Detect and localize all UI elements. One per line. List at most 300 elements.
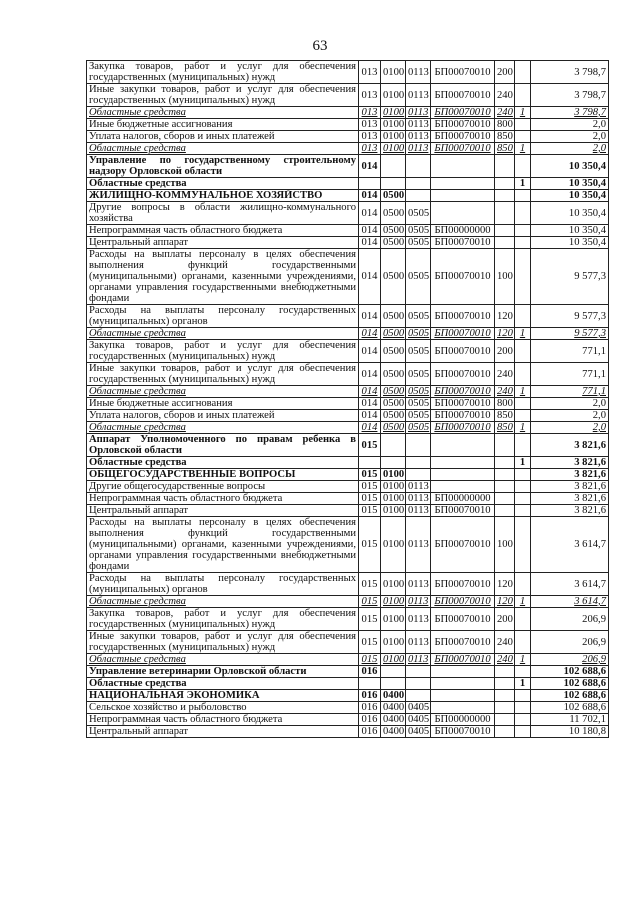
- row-name-cell: Областные средства: [87, 654, 359, 666]
- expense-type-cell: [495, 493, 515, 505]
- target-article-cell: [431, 481, 495, 493]
- ministry-code-cell: 014: [359, 190, 381, 202]
- amount-cell: 3 821,6: [531, 493, 609, 505]
- funding-source-cell: [515, 225, 531, 237]
- table-row: [87, 505, 609, 517]
- subsection-code-cell: 0113: [406, 107, 431, 119]
- expense-type-cell: 200: [495, 608, 515, 631]
- target-article-cell: БП00070010: [431, 131, 495, 143]
- subsection-code-cell: 0113: [406, 131, 431, 143]
- subsection-code-cell: [406, 155, 431, 178]
- ministry-code-cell: 015: [359, 596, 381, 608]
- ministry-code-cell: 014: [359, 398, 381, 410]
- section-code-cell: 0500: [381, 202, 406, 225]
- ministry-code-cell: 016: [359, 702, 381, 714]
- section-code-cell: 0100: [381, 493, 406, 505]
- funding-source-cell: [515, 434, 531, 457]
- subsection-code-cell: 0113: [406, 493, 431, 505]
- row-name-cell: Расходы на выплаты персоналу государственных (муниципальных) органов: [87, 305, 359, 328]
- row-name-cell: Уплата налогов, сборов и иных платежей: [87, 131, 359, 143]
- row-name-cell: Непрограммная часть областного бюджета: [87, 225, 359, 237]
- table-row: [87, 119, 609, 131]
- section-code-cell: 0100: [381, 481, 406, 493]
- row-name-cell: Управление ветеринарии Орловской области: [87, 666, 359, 678]
- ministry-code-cell: 013: [359, 84, 381, 107]
- expense-type-cell: 850: [495, 422, 515, 434]
- amount-cell: 9 577,3: [531, 328, 609, 340]
- section-code-cell: 0500: [381, 386, 406, 398]
- ministry-code-cell: 014: [359, 249, 381, 305]
- amount-cell: 2,0: [531, 422, 609, 434]
- amount-cell: 10 350,4: [531, 202, 609, 225]
- subsection-code-cell: 0113: [406, 61, 431, 84]
- subsection-code-cell: [406, 469, 431, 481]
- section-code-cell: [381, 434, 406, 457]
- funding-source-cell: [515, 363, 531, 386]
- section-code-cell: 0500: [381, 305, 406, 328]
- table-row: [87, 61, 609, 84]
- amount-cell: 3 798,7: [531, 107, 609, 119]
- section-code-cell: [381, 155, 406, 178]
- table-row: [87, 666, 609, 678]
- row-name-cell: Областные средства: [87, 678, 359, 690]
- expense-type-cell: [495, 434, 515, 457]
- target-article-cell: [431, 690, 495, 702]
- funding-source-cell: [515, 631, 531, 654]
- funding-source-cell: 1: [515, 386, 531, 398]
- target-article-cell: БП00070010: [431, 61, 495, 84]
- section-code-cell: 0500: [381, 410, 406, 422]
- section-code-cell: 0100: [381, 517, 406, 573]
- subsection-code-cell: [406, 178, 431, 190]
- subsection-code-cell: 0505: [406, 328, 431, 340]
- amount-cell: 771,1: [531, 363, 609, 386]
- target-article-cell: БП00070010: [431, 654, 495, 666]
- ministry-code-cell: 014: [359, 340, 381, 363]
- funding-source-cell: [515, 714, 531, 726]
- section-code-cell: 0100: [381, 469, 406, 481]
- ministry-code-cell: 015: [359, 505, 381, 517]
- amount-cell: 9 577,3: [531, 305, 609, 328]
- expense-type-cell: 800: [495, 398, 515, 410]
- subsection-code-cell: 0113: [406, 119, 431, 131]
- table-row: [87, 422, 609, 434]
- table-row: [87, 131, 609, 143]
- row-name-cell: Центральный аппарат: [87, 505, 359, 517]
- section-code-cell: 0100: [381, 84, 406, 107]
- subsection-code-cell: 0505: [406, 363, 431, 386]
- amount-cell: 3 614,7: [531, 517, 609, 573]
- subsection-code-cell: 0505: [406, 410, 431, 422]
- funding-source-cell: 1: [515, 143, 531, 155]
- subsection-code-cell: 0113: [406, 143, 431, 155]
- subsection-code-cell: 0505: [406, 225, 431, 237]
- amount-cell: 102 688,6: [531, 702, 609, 714]
- table-row: [87, 702, 609, 714]
- row-name-cell: Сельское хозяйство и рыболовство: [87, 702, 359, 714]
- subsection-code-cell: 0113: [406, 84, 431, 107]
- row-name-cell: Областные средства: [87, 457, 359, 469]
- table-row: [87, 249, 609, 305]
- section-code-cell: 0500: [381, 398, 406, 410]
- expense-type-cell: 100: [495, 517, 515, 573]
- amount-cell: 10 350,4: [531, 155, 609, 178]
- table-row: [87, 237, 609, 249]
- expense-type-cell: [495, 678, 515, 690]
- table-row: [87, 481, 609, 493]
- table-row: [87, 714, 609, 726]
- amount-cell: 771,1: [531, 340, 609, 363]
- expense-type-cell: 800: [495, 119, 515, 131]
- table-row: [87, 654, 609, 666]
- table-row: [87, 155, 609, 178]
- funding-source-cell: [515, 517, 531, 573]
- funding-source-cell: [515, 398, 531, 410]
- ministry-code-cell: 016: [359, 726, 381, 738]
- funding-source-cell: [515, 505, 531, 517]
- funding-source-cell: 1: [515, 328, 531, 340]
- section-code-cell: 0100: [381, 131, 406, 143]
- row-name-cell: Другие общегосударственные вопросы: [87, 481, 359, 493]
- subsection-code-cell: 0113: [406, 517, 431, 573]
- subsection-code-cell: 0405: [406, 726, 431, 738]
- row-name-cell: Расходы на выплаты персоналу государственных (муниципальных) органов: [87, 573, 359, 596]
- section-code-cell: 0400: [381, 714, 406, 726]
- target-article-cell: [431, 457, 495, 469]
- expense-type-cell: 850: [495, 143, 515, 155]
- amount-cell: 11 702,1: [531, 714, 609, 726]
- expense-type-cell: [495, 505, 515, 517]
- ministry-code-cell: [359, 178, 381, 190]
- funding-source-cell: [515, 481, 531, 493]
- target-article-cell: БП00070010: [431, 107, 495, 119]
- amount-cell: 206,9: [531, 631, 609, 654]
- ministry-code-cell: 014: [359, 410, 381, 422]
- expense-type-cell: 240: [495, 654, 515, 666]
- amount-cell: 10 350,4: [531, 237, 609, 249]
- row-name-cell: Областные средства: [87, 143, 359, 155]
- subsection-code-cell: [406, 666, 431, 678]
- funding-source-cell: [515, 119, 531, 131]
- row-name-cell: Иные закупки товаров, работ и услуг для обеспечения государственных (муниципальных) нужд: [87, 363, 359, 386]
- ministry-code-cell: 015: [359, 631, 381, 654]
- row-name-cell: НАЦИОНАЛЬНАЯ ЭКОНОМИКА: [87, 690, 359, 702]
- funding-source-cell: [515, 190, 531, 202]
- amount-cell: 3 798,7: [531, 84, 609, 107]
- subsection-code-cell: 0505: [406, 237, 431, 249]
- target-article-cell: БП00070010: [431, 340, 495, 363]
- target-article-cell: БП00000000: [431, 493, 495, 505]
- row-name-cell: Областные средства: [87, 178, 359, 190]
- table-row: [87, 608, 609, 631]
- table-row: [87, 690, 609, 702]
- section-code-cell: 0500: [381, 190, 406, 202]
- expense-type-cell: [495, 457, 515, 469]
- ministry-code-cell: 014: [359, 386, 381, 398]
- funding-source-cell: [515, 340, 531, 363]
- amount-cell: 3 821,6: [531, 434, 609, 457]
- section-code-cell: 0500: [381, 225, 406, 237]
- row-name-cell: Иные закупки товаров, работ и услуг для обеспечения государственных (муниципальных) нужд: [87, 84, 359, 107]
- section-code-cell: 0100: [381, 61, 406, 84]
- row-name-cell: Иные бюджетные ассигнования: [87, 119, 359, 131]
- amount-cell: 206,9: [531, 608, 609, 631]
- ministry-code-cell: 014: [359, 225, 381, 237]
- target-article-cell: БП00070010: [431, 237, 495, 249]
- expense-type-cell: 100: [495, 249, 515, 305]
- target-article-cell: БП00000000: [431, 714, 495, 726]
- section-code-cell: 0100: [381, 654, 406, 666]
- target-article-cell: [431, 702, 495, 714]
- row-name-cell: Расходы на выплаты персоналу в целях обеспечения выполнения функций государственными (муниципальными) органами, казенными учреждениями, органами управления государственными внебюджетными фондами: [87, 249, 359, 305]
- table-row: [87, 225, 609, 237]
- amount-cell: 10 180,8: [531, 726, 609, 738]
- page-number: 63: [312, 38, 328, 54]
- table-row: [87, 386, 609, 398]
- subsection-code-cell: 0113: [406, 654, 431, 666]
- row-name-cell: Расходы на выплаты персоналу в целях обеспечения выполнения функций государственными (муниципальными) органами, казенными учреждениями, органами управления государственными внебюджетными фондами: [87, 517, 359, 573]
- funding-source-cell: 1: [515, 596, 531, 608]
- row-name-cell: Закупка товаров, работ и услуг для обеспечения государственных (муниципальных) нужд: [87, 340, 359, 363]
- table-row: [87, 84, 609, 107]
- subsection-code-cell: 0505: [406, 202, 431, 225]
- section-code-cell: 0100: [381, 107, 406, 119]
- ministry-code-cell: 014: [359, 363, 381, 386]
- row-name-cell: Уплата налогов, сборов и иных платежей: [87, 410, 359, 422]
- funding-source-cell: [515, 690, 531, 702]
- section-code-cell: 0100: [381, 573, 406, 596]
- amount-cell: 2,0: [531, 131, 609, 143]
- row-name-cell: Центральный аппарат: [87, 726, 359, 738]
- target-article-cell: [431, 469, 495, 481]
- budget-table-body: [87, 61, 609, 738]
- subsection-code-cell: 0505: [406, 249, 431, 305]
- amount-cell: 2,0: [531, 143, 609, 155]
- amount-cell: 102 688,6: [531, 678, 609, 690]
- target-article-cell: [431, 666, 495, 678]
- target-article-cell: БП00070010: [431, 608, 495, 631]
- amount-cell: 206,9: [531, 654, 609, 666]
- amount-cell: 3 821,6: [531, 505, 609, 517]
- subsection-code-cell: [406, 190, 431, 202]
- table-row: [87, 678, 609, 690]
- ministry-code-cell: 015: [359, 654, 381, 666]
- subsection-code-cell: [406, 457, 431, 469]
- ministry-code-cell: 014: [359, 305, 381, 328]
- funding-source-cell: 1: [515, 678, 531, 690]
- funding-source-cell: [515, 702, 531, 714]
- expense-type-cell: [495, 714, 515, 726]
- section-code-cell: 0100: [381, 596, 406, 608]
- amount-cell: 10 350,4: [531, 178, 609, 190]
- funding-source-cell: [515, 608, 531, 631]
- funding-source-cell: 1: [515, 654, 531, 666]
- row-name-cell: Иные закупки товаров, работ и услуг для обеспечения государственных (муниципальных) нужд: [87, 631, 359, 654]
- subsection-code-cell: [406, 678, 431, 690]
- subsection-code-cell: 0113: [406, 608, 431, 631]
- funding-source-cell: [515, 666, 531, 678]
- section-code-cell: 0400: [381, 690, 406, 702]
- target-article-cell: БП00070010: [431, 631, 495, 654]
- row-name-cell: ОБЩЕГОСУДАРСТВЕННЫЕ ВОПРОСЫ: [87, 469, 359, 481]
- ministry-code-cell: 013: [359, 143, 381, 155]
- section-code-cell: 0100: [381, 119, 406, 131]
- section-code-cell: 0100: [381, 608, 406, 631]
- expense-type-cell: [495, 666, 515, 678]
- amount-cell: 10 350,4: [531, 190, 609, 202]
- row-name-cell: ЖИЛИЩНО-КОММУНАЛЬНОЕ ХОЗЯЙСТВО: [87, 190, 359, 202]
- expense-type-cell: 120: [495, 596, 515, 608]
- ministry-code-cell: 015: [359, 573, 381, 596]
- row-name-cell: Областные средства: [87, 386, 359, 398]
- expense-type-cell: [495, 155, 515, 178]
- ministry-code-cell: 013: [359, 61, 381, 84]
- funding-source-cell: 1: [515, 457, 531, 469]
- subsection-code-cell: 0113: [406, 505, 431, 517]
- expense-type-cell: [495, 237, 515, 249]
- table-row: [87, 178, 609, 190]
- table-row: [87, 363, 609, 386]
- row-name-cell: Аппарат Уполномоченного по правам ребенка в Орловской области: [87, 434, 359, 457]
- expense-type-cell: [495, 702, 515, 714]
- subsection-code-cell: 0113: [406, 631, 431, 654]
- row-name-cell: Иные бюджетные ассигнования: [87, 398, 359, 410]
- ministry-code-cell: 015: [359, 608, 381, 631]
- expense-type-cell: 240: [495, 107, 515, 119]
- funding-source-cell: [515, 249, 531, 305]
- amount-cell: 10 350,4: [531, 225, 609, 237]
- row-name-cell: Областные средства: [87, 328, 359, 340]
- table-row: [87, 493, 609, 505]
- row-name-cell: Центральный аппарат: [87, 237, 359, 249]
- subsection-code-cell: 0505: [406, 422, 431, 434]
- funding-source-cell: [515, 61, 531, 84]
- amount-cell: 102 688,6: [531, 666, 609, 678]
- funding-source-cell: [515, 573, 531, 596]
- target-article-cell: БП00070010: [431, 143, 495, 155]
- expense-type-cell: 240: [495, 363, 515, 386]
- section-code-cell: [381, 666, 406, 678]
- section-code-cell: 0500: [381, 249, 406, 305]
- expense-type-cell: [495, 690, 515, 702]
- target-article-cell: БП00070010: [431, 410, 495, 422]
- subsection-code-cell: 0405: [406, 702, 431, 714]
- amount-cell: 2,0: [531, 410, 609, 422]
- expense-type-cell: 120: [495, 573, 515, 596]
- section-code-cell: 0400: [381, 702, 406, 714]
- ministry-code-cell: 015: [359, 434, 381, 457]
- row-name-cell: Закупка товаров, работ и услуг для обеспечения государственных (муниципальных) нужд: [87, 61, 359, 84]
- amount-cell: 2,0: [531, 398, 609, 410]
- funding-source-cell: [515, 410, 531, 422]
- budget-table: [86, 60, 609, 738]
- target-article-cell: [431, 202, 495, 225]
- row-name-cell: Непрограммная часть областного бюджета: [87, 493, 359, 505]
- section-code-cell: 0400: [381, 726, 406, 738]
- amount-cell: 3 798,7: [531, 61, 609, 84]
- section-code-cell: 0100: [381, 505, 406, 517]
- expense-type-cell: [495, 190, 515, 202]
- amount-cell: 3 821,6: [531, 457, 609, 469]
- table-row: [87, 340, 609, 363]
- amount-cell: 2,0: [531, 119, 609, 131]
- ministry-code-cell: 016: [359, 714, 381, 726]
- expense-type-cell: 120: [495, 305, 515, 328]
- funding-source-cell: 1: [515, 107, 531, 119]
- row-name-cell: Областные средства: [87, 107, 359, 119]
- subsection-code-cell: 0505: [406, 305, 431, 328]
- table-row: [87, 143, 609, 155]
- table-row: [87, 398, 609, 410]
- ministry-code-cell: 015: [359, 469, 381, 481]
- expense-type-cell: [495, 178, 515, 190]
- target-article-cell: БП00070010: [431, 726, 495, 738]
- target-article-cell: БП00070010: [431, 422, 495, 434]
- row-name-cell: Областные средства: [87, 422, 359, 434]
- table-row: [87, 573, 609, 596]
- expense-type-cell: 240: [495, 84, 515, 107]
- expense-type-cell: 850: [495, 410, 515, 422]
- expense-type-cell: [495, 202, 515, 225]
- expense-type-cell: [495, 225, 515, 237]
- subsection-code-cell: 0113: [406, 481, 431, 493]
- target-article-cell: БП00070010: [431, 398, 495, 410]
- row-name-cell: Областные средства: [87, 596, 359, 608]
- amount-cell: 3 821,6: [531, 481, 609, 493]
- section-code-cell: 0500: [381, 363, 406, 386]
- ministry-code-cell: 016: [359, 690, 381, 702]
- section-code-cell: [381, 678, 406, 690]
- section-code-cell: [381, 457, 406, 469]
- row-name-cell: Непрограммная часть областного бюджета: [87, 714, 359, 726]
- funding-source-cell: [515, 202, 531, 225]
- table-row: [87, 328, 609, 340]
- ministry-code-cell: 013: [359, 107, 381, 119]
- expense-type-cell: 240: [495, 631, 515, 654]
- funding-source-cell: 1: [515, 178, 531, 190]
- subsection-code-cell: 0113: [406, 573, 431, 596]
- table-row: [87, 596, 609, 608]
- ministry-code-cell: 014: [359, 328, 381, 340]
- target-article-cell: БП00000000: [431, 225, 495, 237]
- ministry-code-cell: [359, 678, 381, 690]
- ministry-code-cell: [359, 457, 381, 469]
- subsection-code-cell: [406, 690, 431, 702]
- expense-type-cell: 850: [495, 131, 515, 143]
- expense-type-cell: [495, 726, 515, 738]
- table-row: [87, 410, 609, 422]
- target-article-cell: [431, 190, 495, 202]
- amount-cell: 3 614,7: [531, 596, 609, 608]
- target-article-cell: БП00070010: [431, 517, 495, 573]
- funding-source-cell: 1: [515, 422, 531, 434]
- subsection-code-cell: [406, 434, 431, 457]
- ministry-code-cell: 015: [359, 481, 381, 493]
- ministry-code-cell: 015: [359, 517, 381, 573]
- target-article-cell: БП00070010: [431, 573, 495, 596]
- expense-type-cell: 200: [495, 340, 515, 363]
- target-article-cell: [431, 434, 495, 457]
- section-code-cell: 0500: [381, 328, 406, 340]
- ministry-code-cell: 013: [359, 131, 381, 143]
- funding-source-cell: [515, 84, 531, 107]
- section-code-cell: 0500: [381, 237, 406, 249]
- ministry-code-cell: 014: [359, 237, 381, 249]
- amount-cell: 3 821,6: [531, 469, 609, 481]
- ministry-code-cell: 014: [359, 422, 381, 434]
- funding-source-cell: [515, 155, 531, 178]
- subsection-code-cell: 0505: [406, 398, 431, 410]
